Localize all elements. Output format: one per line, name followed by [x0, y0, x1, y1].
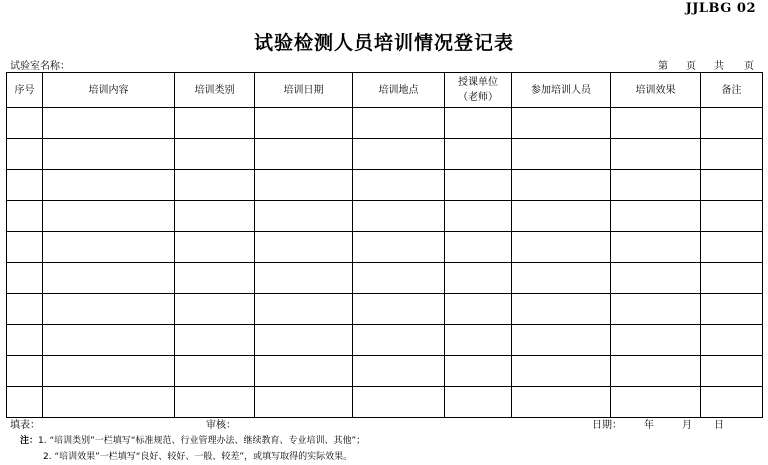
- col-header-category: [175, 73, 255, 108]
- table-cell[interactable]: [512, 170, 611, 201]
- table-cell[interactable]: [512, 325, 611, 356]
- table-cell[interactable]: [7, 325, 43, 356]
- table-cell[interactable]: [7, 108, 43, 139]
- training-register-table: [6, 72, 763, 418]
- table-cell[interactable]: [255, 139, 353, 170]
- table-cell[interactable]: [445, 263, 512, 294]
- table-cell[interactable]: [43, 294, 175, 325]
- table-cell[interactable]: [175, 387, 255, 418]
- table-cell[interactable]: [512, 387, 611, 418]
- table-cell[interactable]: [445, 356, 512, 387]
- table-cell[interactable]: [175, 108, 255, 139]
- col-header-label: 培训类别: [194, 84, 235, 96]
- table-cell[interactable]: [611, 356, 701, 387]
- table-cell[interactable]: [512, 232, 611, 263]
- col-header-content: [43, 73, 175, 108]
- note-line-1: [20, 433, 365, 449]
- table-row: [7, 108, 763, 139]
- col-header-label: 序号: [14, 84, 35, 96]
- table-cell[interactable]: [7, 263, 43, 294]
- table-cell[interactable]: [445, 201, 512, 232]
- col-header-label: 培训地点: [378, 84, 419, 96]
- table-cell[interactable]: [175, 139, 255, 170]
- date-month: 月: [682, 420, 692, 431]
- table-cell[interactable]: [701, 325, 763, 356]
- table-cell[interactable]: [7, 232, 43, 263]
- table-cell[interactable]: [445, 387, 512, 418]
- notes: [20, 433, 365, 465]
- table-cell[interactable]: [43, 325, 175, 356]
- date-label: 日期：: [592, 420, 622, 431]
- col-header-label: 培训内容: [88, 84, 129, 96]
- table-cell[interactable]: [611, 263, 701, 294]
- col-header-label: 培训效果: [635, 84, 676, 96]
- filler-label: 填表：: [10, 420, 40, 431]
- form-code: JJLBG 02: [685, 1, 756, 16]
- note-text-1: 1. “培训类别”一栏填写“标准规范、行业管理办法、继续教育、专业培训、其他”；: [38, 436, 366, 446]
- table-cell[interactable]: [7, 139, 43, 170]
- table-cell[interactable]: [255, 170, 353, 201]
- table-cell[interactable]: [611, 201, 701, 232]
- col-header-location: [353, 73, 445, 108]
- col-header-remarks: [701, 73, 763, 108]
- table-cell[interactable]: [512, 263, 611, 294]
- table-cell[interactable]: [43, 263, 175, 294]
- table-cell[interactable]: [611, 170, 701, 201]
- table-cell[interactable]: [512, 356, 611, 387]
- table-cell[interactable]: [175, 325, 255, 356]
- col-header-label: 备注: [721, 84, 742, 96]
- table-cell[interactable]: [611, 139, 701, 170]
- table-cell[interactable]: [611, 325, 701, 356]
- table-cell[interactable]: [43, 108, 175, 139]
- pager-di: 第: [658, 61, 668, 72]
- table-cell[interactable]: [255, 356, 353, 387]
- table-row: [7, 170, 763, 201]
- table-cell[interactable]: [255, 387, 353, 418]
- col-header-participants: [512, 73, 611, 108]
- page-counter: [658, 57, 754, 72]
- table-cell[interactable]: [43, 356, 175, 387]
- table-cell[interactable]: [175, 294, 255, 325]
- col-header-index: [7, 73, 43, 108]
- table-cell[interactable]: [445, 325, 512, 356]
- table-cell[interactable]: [353, 232, 445, 263]
- col-header-sublabel: （老师）: [458, 92, 498, 103]
- pager-ye: 页: [686, 61, 696, 72]
- table-cell[interactable]: [512, 139, 611, 170]
- table-cell[interactable]: [701, 387, 763, 418]
- col-header-date: [255, 73, 353, 108]
- table-cell[interactable]: [445, 232, 512, 263]
- table-cell[interactable]: [353, 139, 445, 170]
- table-cell[interactable]: [611, 108, 701, 139]
- table-cell[interactable]: [43, 139, 175, 170]
- table-cell[interactable]: [353, 356, 445, 387]
- page-title: 试验检测人员培训情况登记表: [253, 32, 514, 54]
- table-row: [7, 263, 763, 294]
- table-cell[interactable]: [353, 387, 445, 418]
- table-cell[interactable]: [43, 170, 175, 201]
- table-cell[interactable]: [43, 201, 175, 232]
- date-day: 日: [714, 420, 724, 431]
- table-cell[interactable]: [512, 108, 611, 139]
- table-row: [7, 387, 763, 418]
- table-cell[interactable]: [353, 108, 445, 139]
- table-cell[interactable]: [255, 232, 353, 263]
- col-header-effect: [611, 73, 701, 108]
- table-row: [7, 201, 763, 232]
- pager-gong: 共: [714, 61, 724, 72]
- table-cell[interactable]: [701, 232, 763, 263]
- table-cell[interactable]: [701, 356, 763, 387]
- lab-name-label: 试验室名称：: [10, 61, 70, 72]
- table-cell[interactable]: [175, 232, 255, 263]
- table-cell[interactable]: [175, 201, 255, 232]
- table-cell[interactable]: [255, 263, 353, 294]
- table-cell[interactable]: [701, 170, 763, 201]
- note-line-2: 2. “培训效果”一栏填写“良好、较好、一般、较差”，或填写取得的实际效果。: [43, 452, 353, 462]
- table-cell[interactable]: [353, 263, 445, 294]
- table-cell[interactable]: [445, 139, 512, 170]
- table-row: [7, 294, 763, 325]
- table-cell[interactable]: [701, 263, 763, 294]
- table-row: [7, 356, 763, 387]
- table-cell[interactable]: [611, 232, 701, 263]
- table-cell[interactable]: [701, 294, 763, 325]
- table-cell[interactable]: [175, 356, 255, 387]
- table-cell[interactable]: [512, 201, 611, 232]
- table-cell[interactable]: [445, 294, 512, 325]
- col-header-label: 授课单位: [458, 77, 498, 88]
- pager-ye-total: 页: [744, 61, 754, 72]
- table-cell[interactable]: [445, 108, 512, 139]
- table-cell[interactable]: [611, 294, 701, 325]
- table-row: [7, 139, 763, 170]
- col-header-label: 参加培训人员: [531, 84, 591, 96]
- table-cell[interactable]: [7, 294, 43, 325]
- table-cell[interactable]: [512, 294, 611, 325]
- table-cell[interactable]: [353, 325, 445, 356]
- table-cell[interactable]: [701, 108, 763, 139]
- table-cell[interactable]: [175, 263, 255, 294]
- table-cell[interactable]: [7, 387, 43, 418]
- table-cell[interactable]: [175, 170, 255, 201]
- table-row: [7, 325, 763, 356]
- table-cell[interactable]: [255, 108, 353, 139]
- table-cell[interactable]: [353, 294, 445, 325]
- note-prefix: 注：: [20, 436, 39, 446]
- table-cell[interactable]: [7, 356, 43, 387]
- signature-row: [10, 416, 760, 430]
- col-header-label: 培训日期: [283, 84, 324, 96]
- header-row: [7, 73, 763, 108]
- table-cell[interactable]: [255, 325, 353, 356]
- reviewer-label: 审核：: [206, 420, 236, 431]
- table-cell[interactable]: [43, 387, 175, 418]
- table-cell[interactable]: [7, 170, 43, 201]
- table-row: [7, 232, 763, 263]
- table-cell[interactable]: [353, 170, 445, 201]
- table-cell[interactable]: [701, 139, 763, 170]
- table-cell[interactable]: [353, 201, 445, 232]
- date-year: 年: [644, 420, 654, 431]
- table-cell[interactable]: [255, 201, 353, 232]
- table-cell[interactable]: [255, 294, 353, 325]
- table-cell[interactable]: [701, 201, 763, 232]
- table-cell[interactable]: [7, 201, 43, 232]
- table-cell[interactable]: [43, 232, 175, 263]
- table-cell[interactable]: [445, 170, 512, 201]
- table-cell[interactable]: [611, 387, 701, 418]
- col-header-instructor: [445, 73, 512, 108]
